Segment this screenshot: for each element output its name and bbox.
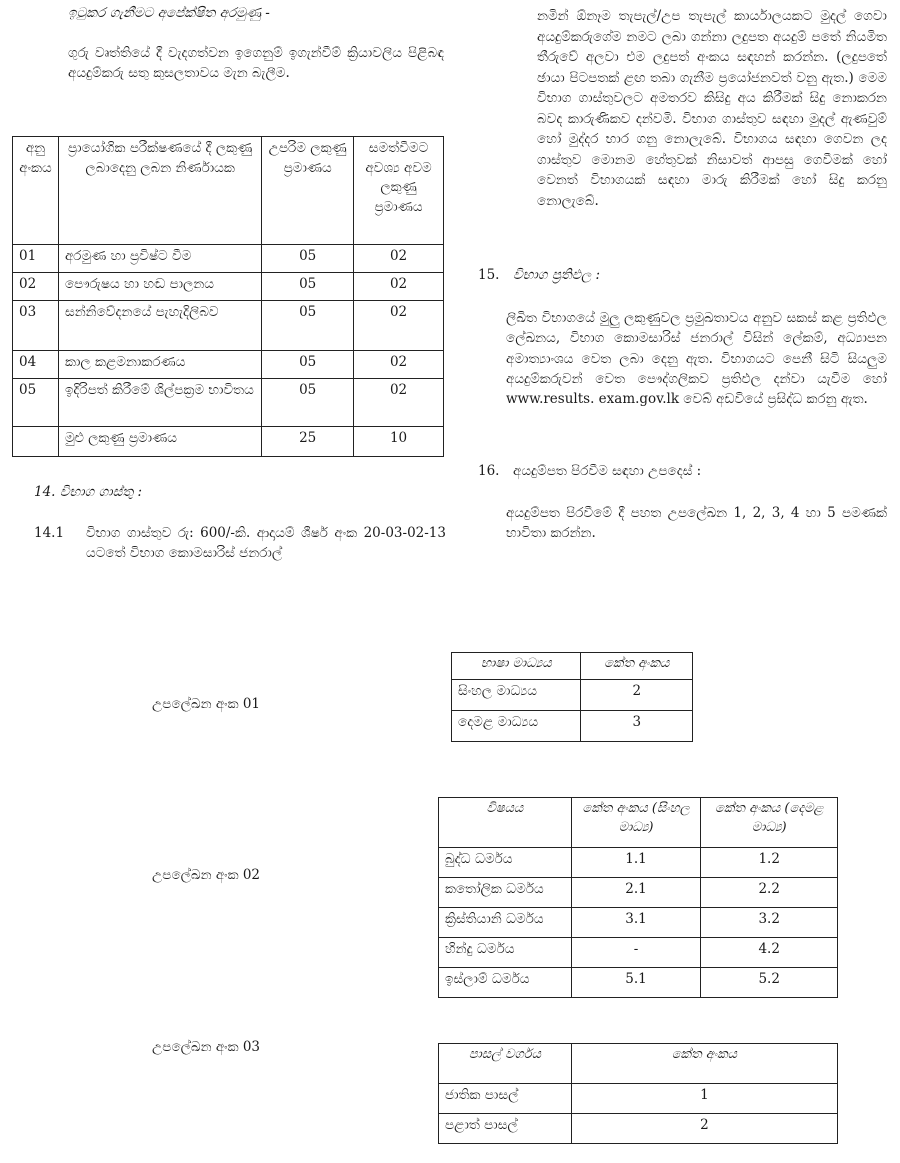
results-text: ලිඛිත විභාගයේ මුලු ලකුණුවල ප්‍රමුඛතාවය අනුව සකස් කළ ප්‍රතිඵල ලේඛනය, විභාග කොමසාරිස් ජනරාල් විසින් ලේකම්, අධ්‍යාපන අමාත්‍යාංශය වෙත ලබා දෙනු ඇත. විභාගයට පෙනී සිටි සියලුම අයදුම්කරුවන් වෙත පෞද්ගලිකව ප්‍රතිඵල දන්වා යැවීම හෝ www.results. exam.gov.lk වෙබ් අඩවියේ ප්‍රසිද්ධ කරනු ඇත. bbox=[506, 310, 887, 407]
cell-language: සිංහල මාධ්‍යය bbox=[452, 680, 581, 711]
cell-subject: කතෝලික ධර්මය bbox=[439, 878, 572, 908]
table-row bbox=[439, 1084, 838, 1114]
fee-number: 14.1 bbox=[34, 525, 65, 541]
table-row bbox=[439, 1114, 838, 1144]
cell-criteria: ඉදිරිපත් කිරීමේ ශිල්පක්‍රම භාවිතය bbox=[58, 379, 261, 427]
table-row bbox=[13, 245, 444, 273]
table-row bbox=[439, 908, 838, 938]
cell-min: 02 bbox=[354, 273, 444, 301]
cell-serial: 05 bbox=[13, 379, 59, 427]
cell-school-type: ජාතික පාසල් bbox=[439, 1084, 572, 1114]
header-code: කේත අංකය bbox=[571, 1044, 837, 1084]
cell-code: 2 bbox=[581, 680, 693, 711]
objective-heading: ඉටුකර ගැනීමට අපේක්ෂිත අරමුණු - bbox=[68, 5, 270, 21]
cell-code-sinhala: 1.1 bbox=[571, 848, 701, 878]
header-school-type: පාසල් වර්ගය bbox=[439, 1044, 572, 1084]
cell-subject: ඉස්ලාම් ධර්මය bbox=[439, 968, 572, 998]
schedule-3-table bbox=[438, 1043, 838, 1144]
fee-heading: 14. විභාග ගාස්තු : bbox=[34, 484, 143, 500]
cell-min: 10 bbox=[354, 427, 444, 457]
cell-max: 05 bbox=[262, 273, 354, 301]
cell-code-tamil: 1.2 bbox=[701, 848, 838, 878]
table-row-total bbox=[13, 427, 444, 457]
header-subject: විෂයය bbox=[439, 798, 572, 848]
cell-max: 05 bbox=[262, 245, 354, 273]
cell-min: 02 bbox=[354, 245, 444, 273]
table-row bbox=[439, 938, 838, 968]
cell-criteria: කාල කළමනාකරණය bbox=[58, 351, 261, 379]
cell-code-sinhala: 2.1 bbox=[571, 878, 701, 908]
results-number: 15. bbox=[478, 267, 500, 283]
table-row bbox=[439, 878, 838, 908]
schedule-1-label: උපලේඛන අංක 01 bbox=[152, 696, 261, 712]
table-row bbox=[13, 301, 444, 351]
cell-serial bbox=[13, 427, 59, 457]
cell-code-sinhala: 5.1 bbox=[571, 968, 701, 998]
fee-continued-text: නමින් ඕනෑම තැපැල්/උප තැපැල් කාර්යාලයකට මුදල් ගෙවා අයදුම්කරුගේම නමට ලබා ගන්නා ලදුපත අයදුම් පතේ නියමිත තීරුවේ අලවා එම ලදුපත් අංකය සඳහන් කරන්න. (ලදුපතේ ඡායා පිටපතක් ළඟ තබා ගැනීම ප්‍රයෝජනවත් වනු ඇත.) මෙම විභාග ගාස්තුවලට අමතරව කිසිදු අය කිරීමක් සිදු නොකරන බවද කාරුණිකව දන්වමි. විභාග ගාස්තුව සඳහා මුදල් ඇණවුම් හෝ මුද්දර භාර ගනු නොලැබේ. විභාගය සඳහා ගෙවන ලද ගාස්තුව මොනම හේතුවක් නිසාවත් ආපසු ගෙවීමක් හෝ වෙනත් විභාගයක් සඳහා මාරු කිරීමක් හෝ සිදු කරනු නොලැබේ. bbox=[537, 8, 887, 209]
cell-criteria: පෞරුෂය හා හඬ පාලනය bbox=[58, 273, 261, 301]
header-language: භාෂා මාධ්‍යය bbox=[452, 653, 581, 680]
cell-code-tamil: 4.2 bbox=[701, 938, 838, 968]
table-row bbox=[13, 351, 444, 379]
header-criteria: ප්‍රායෝගික පරීක්ෂණයේ දී ලකුණු ලබාදෙනු ලබන නිර්ණායක bbox=[58, 137, 261, 245]
cell-code: 1 bbox=[571, 1084, 837, 1114]
cell-max: 05 bbox=[262, 379, 354, 427]
table-row bbox=[452, 680, 693, 711]
objective-text: ගුරු වෘත්තියේ දී වැදගත්වන ඉගෙනුම් ඉගැන්වීම් ක්‍රියාවලිය පිළිබඳ අයදුම්කරු සතු කුසලතාවය මැන බැලීම. bbox=[68, 45, 444, 81]
cell-min: 02 bbox=[354, 301, 444, 351]
fee-text: විභාග ගාස්තුව රු: 600/-කි. ආදායම් ශීර්ෂ අංක 20-03-02-13 යටතේ විභාග කොමසාරිස් ජනරාල් bbox=[86, 525, 446, 561]
cell-school-type: පළාත් පාසල් bbox=[439, 1114, 572, 1144]
advice-number: 16. bbox=[478, 463, 500, 479]
cell-serial: 03 bbox=[13, 301, 59, 351]
cell-subject: හින්දු ධර්මය bbox=[439, 938, 572, 968]
cell-max: 25 bbox=[262, 427, 354, 457]
cell-serial: 02 bbox=[13, 273, 59, 301]
table-row bbox=[452, 711, 693, 742]
cell-criteria: අරමුණ හා ප්‍රවිෂ්ට වීම bbox=[58, 245, 261, 273]
schedule-2-label: උපලේඛන අංක 02 bbox=[152, 867, 261, 883]
results-heading: විභාග ප්‍රතිඵල : bbox=[513, 267, 601, 283]
cell-max: 05 bbox=[262, 301, 354, 351]
header-serial: අනු අංකය bbox=[13, 137, 59, 245]
table-row bbox=[13, 379, 444, 427]
practical-criteria-table bbox=[12, 136, 444, 457]
cell-code-tamil: 2.2 bbox=[701, 878, 838, 908]
table-row bbox=[439, 848, 838, 878]
cell-serial: 01 bbox=[13, 245, 59, 273]
schedule-3-label: උපලේඛන අංක 03 bbox=[152, 1039, 261, 1055]
cell-code: 2 bbox=[571, 1114, 837, 1144]
cell-min: 02 bbox=[354, 351, 444, 379]
schedule-2-table bbox=[438, 797, 838, 998]
cell-max: 05 bbox=[262, 351, 354, 379]
advice-text: අයදුම්පත පිරවීමේ දී පහත උපලේඛන 1, 2, 3, 4 හා 5 පමණක් භාවිතා කරන්න. bbox=[506, 505, 887, 542]
header-code-tamil: කේත අංකය (දෙමළ මාධ්‍ය) bbox=[701, 798, 838, 848]
cell-code-sinhala: 3.1 bbox=[571, 908, 701, 938]
schedule-1-table bbox=[451, 652, 693, 742]
cell-code-tamil: 5.2 bbox=[701, 968, 838, 998]
cell-subject: බුද්ධ ධර්මය bbox=[439, 848, 572, 878]
table-row bbox=[13, 273, 444, 301]
header-min-pass-marks: සමත්වීමට අවශ්‍ය අවම ලකුණු ප්‍රමාණය bbox=[354, 137, 444, 245]
cell-serial: 04 bbox=[13, 351, 59, 379]
cell-code-tamil: 3.2 bbox=[701, 908, 838, 938]
cell-criteria: සන්නිවේදනයේ පැහැදිලිබව bbox=[58, 301, 261, 351]
table-row bbox=[439, 968, 838, 998]
header-max-marks: උපරිම ලකුණු ප්‍රමාණය bbox=[262, 137, 354, 245]
cell-subject: ක්‍රිස්තියානි ධර්මය bbox=[439, 908, 572, 938]
cell-language: දෙමළ මාධ්‍යය bbox=[452, 711, 581, 742]
advice-heading: අයදුම්පත පිරවීම සඳහා උපදෙස් : bbox=[513, 463, 702, 479]
cell-min: 02 bbox=[354, 379, 444, 427]
header-code: කේත අංකය bbox=[581, 653, 693, 680]
cell-criteria: මුළු ලකුණු ප්‍රමාණය bbox=[58, 427, 261, 457]
header-code-sinhala: කේත අංකය (සිංහල මාධ්‍ය) bbox=[571, 798, 701, 848]
cell-code-sinhala: - bbox=[571, 938, 701, 968]
cell-code: 3 bbox=[581, 711, 693, 742]
